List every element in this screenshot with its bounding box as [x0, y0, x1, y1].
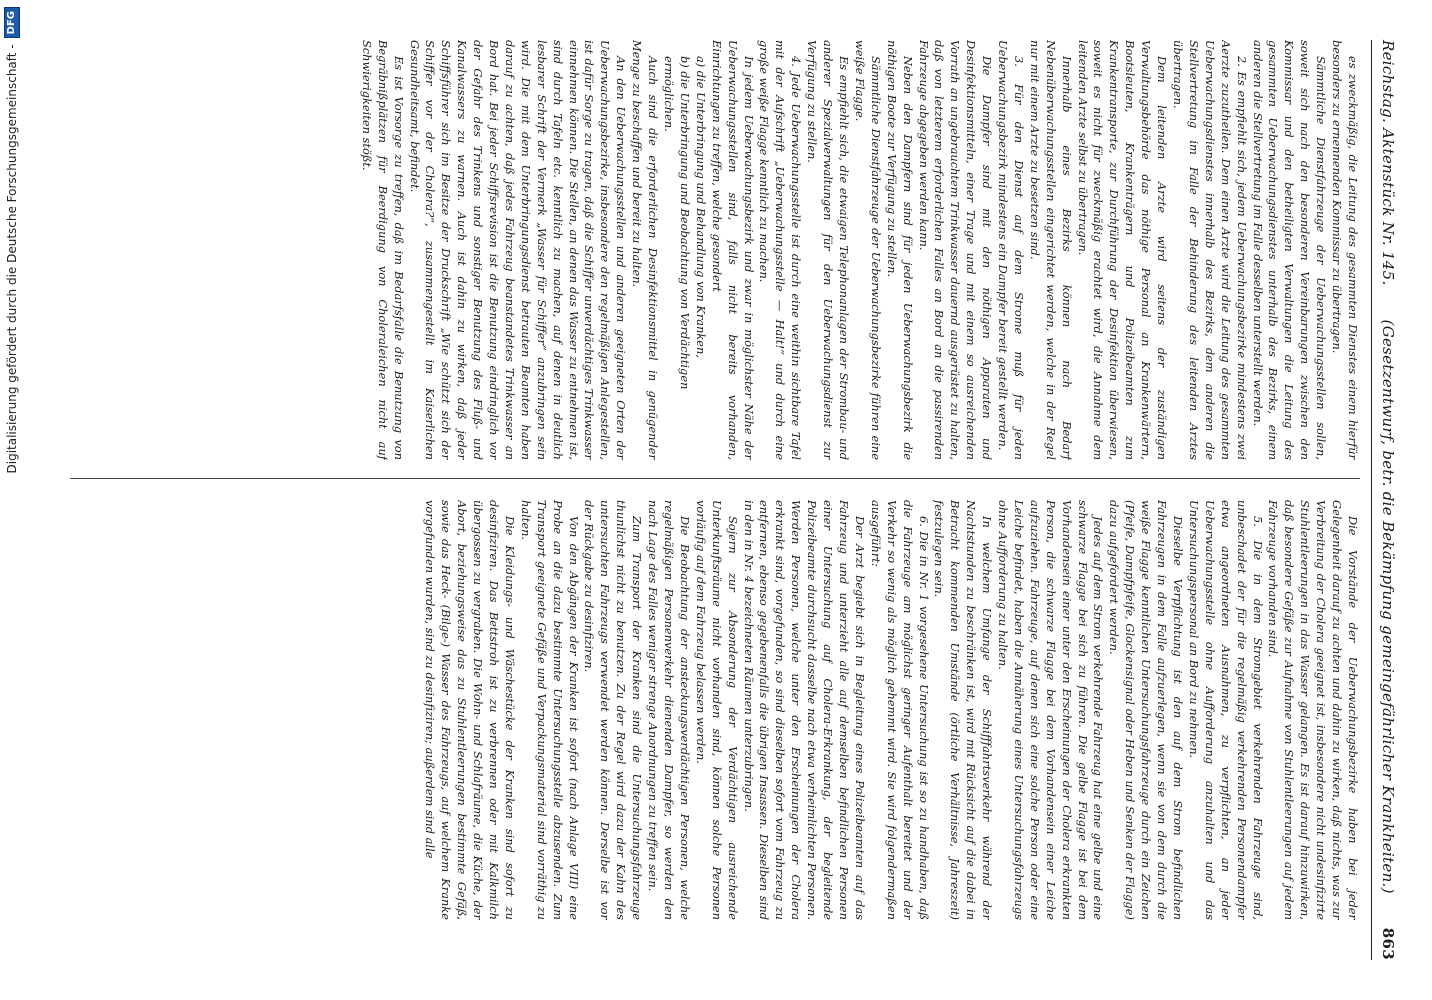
paragraph: Von den Abgängen der Kranken ist sofort (nach Anlage VIII) eine Probe an die dazu bestimmte Untersuchungsstelle abzusenden. Zum Transport geeignete Gefäße und Verpackungsmaterial sind vorräthig zu halten.: [518, 500, 581, 920]
paragraph: Es ist Vorsorge zu treffen, daß im Bedarfsfalle die Benutzung von Begräbnißplätzen für Beerdigung von Choleraleichen nicht auf Schwierigkeiten stößt.: [359, 40, 406, 460]
page-number: 863: [1379, 927, 1397, 960]
paragraph: Dem leitenden Arzte wird seitens der zuständigen Verwaltungsbehörde das nöthige Personal an Krankenwärtern, Bootsleuten, Krankenträgern und Polizeibeamten zum Krankentransporte, zur Durchführung der Desinfektion überwiesen, soweit es nicht für zweckmäßig erachtet wird, die Annahme dem leitenden Arzte selbst zu übertragen.: [1075, 40, 1170, 460]
paragraph: An den Ueberwachungsstellen und anderen geeigneten Orten der Ueberwachungsbezirke, insbesondere den regelmäßigen Anlegestellen, ist dafür Sorge zu tragen, daß die Schiffer unverdächtiges Trinkwasser einnehmen können. Die Stellen, an denen das Wasser zu entnehmen ist, sind durch Tafeln etc. kenntlich zu machen, auf denen in deutlich lesbarer Schrift der Vermerk „Wasser für Schiffer“ anzubringen sein wird. Die mit dem Unterbringungsdienst betrauten Beamten haben darauf zu achten, daß jedes Fahrzeug beanstandetes Trinkwasser an Bord hat. Bei jeder Schiffsrevision ist die Benutzung eindringlich vor der Gefahr des Trinkens und sonstiger Benutzung des Fluß- und Kanalwassers zu warnen. Auch ist dahin zu wirken, daß jeder Schiffsführer sich im Besitze der Druckschrift „Wie schützt sich der Schiffer vor der Cholera?“, zusammengestellt im Kaiserlichen Gesundheitsamt, befindet.: [407, 40, 629, 460]
credit-text: Digitalisierung gefördert durch die Deutsche Forschungsgemeinschaft -: [5, 44, 19, 474]
paragraph: Zum Transport der Kranken sind die Untersuchungsfahrzeuge thunlichst nicht zu benutzen. Zu der Regel wird dazu der Kahn des untersuchten Fahrzeugs verwendet werden können. Derselbe ist vor der Rückgabe zu desinfiziren.: [582, 500, 645, 920]
paragraph: Auch sind die erforderlichen Desinfektionsmittel in genügender Menge zu beschaffen und bereit zu halten.: [630, 40, 661, 460]
paragraph: In jedem Ueberwachungsbezirk und zwar in möglichster Nähe der Ueberwachungsstellen sind, falls nicht bereits vorhanden, Einrichtungen zu treffen, welche gesondert: [709, 40, 756, 460]
paragraph: 5. Die in dem Stromgebiet verkehrenden Fahrzeuge sind, unbeschadet der für die regelmäßig verkehrenden Personendampfer etwa angeordneten Ausnahmen, zu verpflichten, an jeder Ueberwachungsstelle ohne Aufforderung anzuhalten und das Untersuchungspersonal an Bord zu nehmen.: [1186, 500, 1265, 920]
column-divider: [70, 478, 1360, 479]
paragraph: Die Dampfer sind mit den nöthigen Apparaten und Desinfektionsmitteln, einer Trage und mit einem so ausreichenden Vorrath an ungebrauchtem Trinkwasser dauernd ausgerüstet zu halten, daß von letzterem erforderlichen Falles an Bord an die passirenden Fahrzeuge abgegeben werden kann.: [916, 40, 995, 460]
paragraph: Es empfiehlt sich, die etwaigen Telephonanlagen der Strombau- und anderer Spezialverwaltungen für den Ueberwachungsdienst zur Verfügung zu stellen.: [805, 40, 851, 460]
paragraph: Die Kleidungs- und Wäschestücke der Kranken sind sofort zu desinfiziren. Das Bettstroh ist zu verbrennen oder mit Kalkmilch übergossen zu vergraben. Die Wohn- und Schlafräume, die Küche, der Abort, beziehungsweise das zu Stuhlentleerungen bestimmte Gefäß, sowie das Heck- (Bilge-) Wasser des Fahrzeugs, auf welchem Kranke vorgefunden wurden, sind zu desinfiziren; außerdem sind alle: [423, 500, 517, 920]
paragraph: es zweckmäßig, die Leitung des gesammten Dienstes einem hierfür besonders zu ernennenden Kommissar zu übertragen.: [1330, 40, 1360, 460]
paragraph: a) die Unterbringung und Behandlung von Kranken,: [693, 55, 708, 359]
paragraph: 6. Die in Nr. 1 vorgesehene Untersuchung ist so zu handhaben, daß die Fahrzeuge am möglichst geringer Aufenthalt bereitet und der Verkehr so wenig als möglich gehemmt wird. Sie wird folgendermaßen ausgeführt:: [868, 500, 931, 920]
paragraph: Sämmtliche Dienstfahrzeuge der Ueberwachungsbezirke führen eine weiße Flagge.: [852, 40, 883, 460]
paragraph: 4. Jede Ueberwachungsstelle ist durch eine weithin sichtbare Tafel mit der Aufschrift „Ueberwachungsstelle — Halt!“ und durch eine große weiße Flagge kenntlich zu machen.: [757, 40, 804, 460]
paragraph: Jedes auf dem Strom verkehrende Fahrzeug hat eine gelbe und eine schwarze Flagge bei sich zu führen. Die gelbe Flagge ist bei dem Vorhandensein einer unter den Erscheinungen der Cholera erkrankten Person, die schwarze Flagge bei dem Vorhandensein einer Leiche aufzuziehen. Fahrzeuge, auf denen sich eine solche Person oder eine Leiche befindet, haben die Annäherung eines Untersuchungsfahrzeugs ohne Aufforderung zu halten.: [996, 500, 1106, 920]
header-rule: [1371, 40, 1372, 960]
paragraph: 3. Für den Dienst auf dem Strome muß für jeden Ueberwachungsbezirk mindestens ein Dampfer bereit gestellt werden.: [996, 40, 1026, 460]
paragraph: Sojern zur Absonderung der Verdächtigen ausreichende Unterkunftsräume nicht vorhanden sind, können solche Personen vorläufig auf dem Fahrzeug belassen werden.: [693, 500, 740, 920]
paragraph: Sämmtliche Dienstfahrzeuge der Ueberwachungsstellen sollen, soweit sich nach den besonderen Vereinbarungen zwischen den Kommissar und den betheiligten Verwaltungen die Leitung des gesammten Ueberwachungsdienstes unterhalb des Bezirks, einem anderen die Stellvertretung im Falle desselben unterstellt werden.: [1250, 40, 1329, 460]
paragraph: Der Arzt begiebt sich in Begleitung eines Polizeibeamten auf das Fahrzeug und unterzieht alle auf demselben befindlichen Personen einer Untersuchung auf Cholera-Erkrankung, der begleitende Polizeibeamte durchsucht dasselbe nach etwa verheimlichten Personen. Werden Personen, welche unter den Erscheinungen der Cholera erkrankt sind, vorgefunden, so sind dieselben sofort vom Fahrzeug zu entfernen, ebenso gegebenenfalls die übrigen Insassen. Dieselben sind in den in Nr. 4 bezeichneten Räumen unterzubringen.: [741, 500, 867, 920]
digitization-credit: [3, 7, 21, 987]
paragraph: Neben den Dampfern sind für jeden Ueberwachungsbezirk die nöthigen Boote zur Verfügung zu stellen.: [884, 40, 915, 460]
paragraph: Innerhalb eines Bezirks können nach Bedarf Nebenüberwachungsstellen eingerichtet werden, welche in der Regel nur mit einem Arzte zu besetzen sind.: [1027, 40, 1074, 460]
header-title: (Gesetzentwurf, betr. die Bekämpfung gemeingefährlicher Krankheiten.): [1379, 319, 1397, 894]
paragraph: Dieselbe Verpflichtung ist den auf dem Strom befindlichen Fahrzeugen in dem Falle aufzuerlegen, wenn sie von dem durch die weiße Flagge kenntlichen Untersuchungsfahrzeuge durch ein Zeichen (Pfeife, Dampfpfeife, Glockensignal oder Heben und Senken der Flagge) dazu aufgefordert werden.: [1107, 500, 1186, 920]
running-header: [1374, 40, 1402, 960]
left-text-column: [70, 40, 1360, 460]
paragraph: 2. Es empfiehlt sich, jedem Ueberwachungsbezirke mindestens zwei Aerzte zuzutheilen. Dem einen Arzte wird die Leitung des gesammten Ueberwachungsdienstes innerhalb des Bezirks, dem anderen die Stellvertretung im Falle der Behinderung des leitenden Arztes übertragen.: [1171, 40, 1249, 460]
dfg-logo: DFG: [4, 7, 20, 38]
paragraph: Die Vorstände der Ueberwachungsbezirke haben bei jeder Gelegenheit darauf zu achten und dahin zu wirken, daß nichts, was zur Verbreitung der Cholera geeignet ist, insbesondere nicht undesinfizirte Stuhlentleerungen in das Wasser gelangen. Es ist darauf hinzuwirken, daß besondere Gefäße zur Aufnahme von Stuhlentleerungen auf jedem Fahrzeuge vorhanden sind.: [1266, 500, 1360, 920]
paragraph: Die Beobachtung der ansteckungsverdächtigen Personen, welche regelmäßigen Personenverkehr dienenden Dampfer, so werden den nach Lage des Falles weniger strenge Anordnungen zu treffen sein.: [646, 500, 692, 920]
paragraph: In welchem Umfange der Schifffahrtsverkehr während der Nachtstunden zu beschränken ist, wird mit Rücksicht auf die dabei in Betracht kommenden Umstände (örtliche Verhältnisse, Jahreszeit) festzulegen sein.: [932, 500, 995, 920]
paragraph: ermöglichen.: [662, 55, 677, 132]
right-text-column: [70, 500, 1360, 920]
paragraph: b) die Unterbringung und Beobachtung von Verdächtigen: [677, 55, 692, 390]
header-publication: Reichstag. Aktenstück Nr. 145.: [1379, 40, 1397, 286]
